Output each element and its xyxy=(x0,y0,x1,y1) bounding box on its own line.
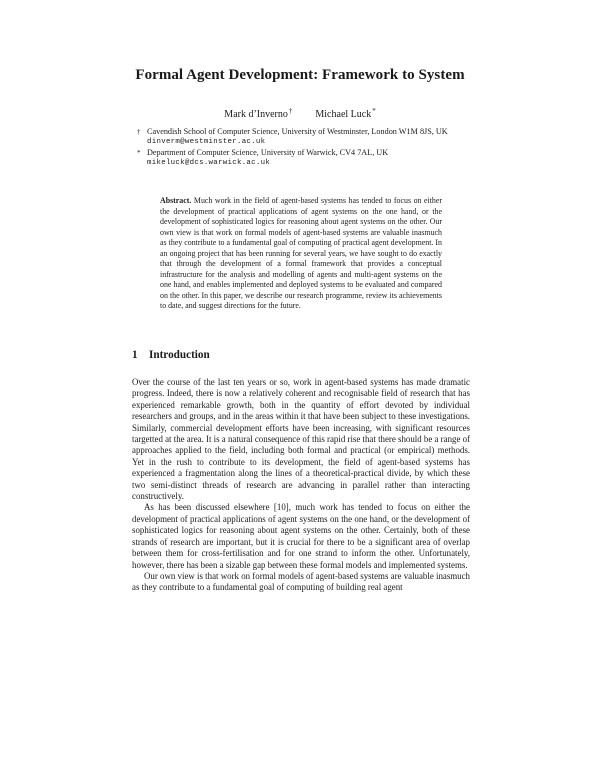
section-number: 1 xyxy=(132,349,138,361)
paragraph: As has been discussed elsewhere [10], much work has tended to focus on either the development of practical applications of agent systems on the one hand, or the development of sophisticated logics for reasoning about agent systems on the other. Certainly, both of these strands of research are important, but it is crucial for there to be a significant area of overlap between them for cross-fertilisation and for one strand to inform the other. Unfortunately, however, there has been a sizable gap between these formal models and implemented systems. xyxy=(132,502,470,570)
affiliation-text: Cavendish School of Computer Science, University of Westminster, London W1M 8JS, UK xyxy=(147,127,448,136)
affiliation-email[interactable]: dinverm@westminster.ac.uk xyxy=(147,138,266,147)
abstract-label: Abstract. xyxy=(160,196,192,205)
affiliation-text: Department of Computer Science, University of Warwick, CV4 7AL, UK xyxy=(147,148,389,157)
affiliation xyxy=(137,148,527,168)
author-mark: † xyxy=(288,107,293,115)
author-name: Mark d’Inverno xyxy=(224,109,288,120)
section-heading xyxy=(132,349,210,361)
affiliation-email[interactable]: mikeluck@dcs.warwick.ac.uk xyxy=(147,159,271,168)
paper-title: Formal Agent Development: Framework to System xyxy=(135,67,465,83)
section-body xyxy=(132,377,470,594)
abstract xyxy=(160,196,442,312)
paragraph: Our own view is that work on formal models of agent-based systems are valuable inasmuch as they contribute to a fundamental goal of computing of building real agent xyxy=(132,570,470,593)
affiliation-mark: * xyxy=(137,149,141,157)
author-name: Michael Luck xyxy=(315,109,372,120)
paragraph: Over the course of the last ten years or so, work in agent-based systems has made dramatic progress. Indeed, there is now a relatively coherent and recognisable field of research that has experienced remarkable growth, both in the quantity of effort devoted by individual researchers and groups, and in the areas within it that have been subject to these investigations. Similarly, commercial development efforts have been increasing, with significant resources targetted at the area. It is a natural consequence of this rapid rise that there should be a range of approaches applied to the field, including both formal and practical (or empirical) methods. Yet in the rush to contribute to its development, the field of agent-based systems has experienced a fragmentation along the lines of a theoretical-practical divide, by which these two semi-distinct threads of research are advancing in parallel rather than interacting constructively. xyxy=(132,377,470,502)
affiliation-mark: † xyxy=(137,128,141,136)
author-line xyxy=(0,107,600,120)
affiliation xyxy=(137,127,527,147)
author-mark: * xyxy=(372,107,376,115)
section-title: Introduction xyxy=(149,349,210,361)
abstract-text: Much work in the field of agent-based systems has tended to focus on either the development of practical applications of agent systems on the one hand, or the development of sophisticated logics for reasoning about agent systems on the other. Our own view is that work on formal models of agent-based systems are valuable inasmuch as they contribute to a fundamental goal of computing of practical agent development. In an ongoing project that has been running for several years, we have sought to do exactly that through the development of a formal framework that provides a conceptual infrastructure for the analysis and modelling of agents and multi-agent systems on the one hand, and enables implemented and deployed systems to be evaluated and compared on the other. In this paper, we describe our research programme, review its achievements to date, and suggest directions for the future. xyxy=(160,196,442,310)
